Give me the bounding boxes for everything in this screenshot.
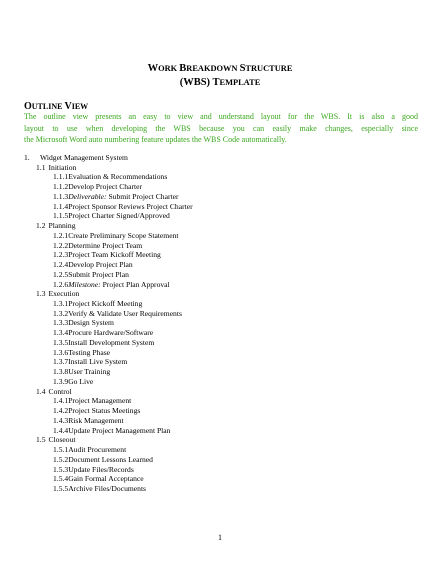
- outline-number: 1.2.5: [53, 269, 69, 279]
- outline-label: Verify & Validate User Requirements: [68, 308, 182, 318]
- outline-number: 1.2.6: [53, 279, 69, 289]
- outline-number: 1.3: [36, 289, 46, 299]
- outline-label: Procure Hardware/Software: [68, 328, 154, 338]
- title-smallcaps-reakdown: REAKDOWN: [186, 64, 240, 73]
- outline-task-item: [24, 172, 193, 182]
- outline-number: 1.1: [36, 162, 46, 172]
- outline-phase-item: [24, 387, 193, 397]
- outline-task-item: [24, 299, 193, 309]
- outline-label: Project Team Kickoff Meeting: [68, 250, 161, 260]
- outline-task-item: [24, 416, 193, 426]
- outline-label: Determine Project Team: [68, 240, 143, 250]
- outline-label: Design System: [68, 318, 114, 328]
- outline-task-item: [24, 318, 193, 328]
- outline-number: 1.1.5: [53, 211, 69, 221]
- outline-number: 1.4.3: [53, 415, 69, 425]
- outline-task-item: [24, 426, 193, 436]
- outline-task-item: [24, 202, 193, 212]
- outline-number: 1.4.2: [53, 406, 69, 416]
- heading-smallcaps-utline: UTLINE: [31, 102, 65, 111]
- intro-line: The outline view presents an easy to view and understand layout for the WBS. It is also a good: [24, 112, 418, 121]
- outline-number: 1.4.4: [53, 425, 69, 435]
- heading-smallcaps-iew: IEW: [71, 102, 89, 111]
- outline-label: User Training: [68, 367, 111, 377]
- outline-number: 1.5.5: [53, 483, 69, 493]
- outline-number: 1.3.8: [53, 367, 69, 377]
- outline-task-item: [24, 182, 193, 192]
- heading-initial-o: O: [24, 101, 32, 112]
- outline-label: Initiation: [48, 162, 77, 172]
- intro-line: layout to use when developing the WBS because you can easily make changes, especially since: [24, 123, 418, 133]
- outline-label: Go Live: [68, 376, 94, 386]
- outline-label: Update Files/Records: [68, 464, 134, 474]
- outline-number: 1.5.1: [53, 445, 69, 455]
- outline-number: 1.3.1: [53, 299, 69, 309]
- outline-task-item: [24, 260, 193, 270]
- outline-label: Execution: [48, 289, 80, 299]
- page-number: 1: [218, 533, 222, 542]
- outline-label: Develop Project Charter: [68, 182, 142, 192]
- outline-label: Update Project Management Plan: [68, 425, 171, 435]
- outline-root-item: [24, 153, 193, 163]
- outline-number: 1.4: [36, 386, 46, 396]
- intro-paragraph: [24, 111, 418, 146]
- outline-label: Widget Management System: [40, 153, 128, 162]
- outline-number: 1.4.1: [53, 396, 69, 406]
- intro-line: the Microsoft Word auto numbering feature updates the WBS Code automatically.: [24, 135, 287, 145]
- outline-tag: Deliverable:: [68, 191, 107, 201]
- outline-number: 1.3.5: [53, 337, 69, 347]
- outline-task-item: [24, 270, 193, 280]
- outline-number: 1.1.2: [53, 182, 69, 192]
- outline-number: 1.2.2: [53, 240, 69, 250]
- outline-label: Project Kickoff Meeting: [68, 299, 143, 309]
- outline-task-item: [24, 455, 193, 465]
- outline-label: Closeout: [48, 435, 76, 445]
- outline-task-item: [24, 231, 193, 241]
- outline-number: 1.1.4: [53, 201, 69, 211]
- outline-number: 1.2.4: [53, 260, 69, 270]
- outline-task-item: [24, 484, 193, 494]
- outline-number: 1.5.3: [53, 464, 69, 474]
- outline-label: Project Charter Signed/Approved: [68, 211, 170, 221]
- outline-number: 1.3.2: [53, 308, 69, 318]
- outline-label: Submit Project Charter: [106, 191, 179, 201]
- outline-task-item: [24, 192, 193, 202]
- outline-task-item: [24, 367, 193, 377]
- outline-number: 1.3.4: [53, 328, 69, 338]
- title-wbs: (WBS) T: [179, 77, 220, 88]
- outline-phase-item: [24, 435, 193, 445]
- outline-label: Archive Files/Documents: [68, 483, 147, 493]
- outline-phase-item: [24, 289, 193, 299]
- outline-task-item: [24, 406, 193, 416]
- title-initial-s: S: [239, 63, 246, 74]
- outline-label: Install Live System: [68, 357, 128, 367]
- outline-phase-item: [24, 221, 193, 231]
- outline-task-item: [24, 474, 193, 484]
- title-smallcaps-tructure: TRUCTURE: [245, 64, 293, 73]
- outline-task-item: [24, 211, 193, 221]
- outline-number: 1.5.4: [53, 474, 69, 484]
- outline-number: 1.2.3: [53, 250, 69, 260]
- outline-number: 1.1.1: [53, 172, 69, 182]
- outline-label: Project Management: [68, 396, 132, 406]
- outline-number: 1.2.1: [53, 230, 69, 240]
- outline-label: Project Sponsor Reviews Project Charter: [68, 201, 193, 211]
- outline-label: Evaluation & Recommendations: [68, 172, 168, 182]
- outline-label: Testing Phase: [68, 347, 111, 357]
- document-title: [0, 62, 440, 90]
- wbs-outline: [24, 153, 193, 494]
- outline-label: Project Plan Approval: [100, 279, 170, 289]
- outline-task-item: [24, 250, 193, 260]
- outline-task-item: [24, 445, 193, 455]
- outline-task-item: [24, 338, 193, 348]
- outline-label: Risk Management: [68, 415, 124, 425]
- outline-number: 1.3.6: [53, 347, 69, 357]
- outline-task-item: [24, 280, 193, 290]
- outline-label: Submit Project Plan: [68, 269, 129, 279]
- heading-initial-v: V: [64, 101, 72, 112]
- outline-task-item: [24, 309, 193, 319]
- outline-number: 1.3.3: [53, 318, 69, 328]
- outline-task-item: [24, 396, 193, 406]
- outline-task-item: [24, 377, 193, 387]
- outline-task-item: [24, 328, 193, 338]
- outline-label: Document Lessons Learned: [68, 454, 153, 464]
- outline-number: 1.3.9: [53, 376, 69, 386]
- outline-number: 1.5: [36, 435, 46, 445]
- title-line-2: [0, 76, 440, 90]
- title-smallcaps-emplate: EMPLATE: [219, 78, 261, 87]
- title-initial-b: B: [179, 63, 187, 74]
- outline-number: 1.1.3: [53, 191, 69, 201]
- outline-label: Control: [48, 386, 72, 396]
- title-line-1: [0, 62, 440, 76]
- outline-label: Create Preliminary Scope Statement: [68, 230, 179, 240]
- outline-label: Gain Formal Acceptance: [68, 474, 144, 484]
- outline-number: 1.2: [36, 221, 46, 231]
- title-initial-w: W: [147, 63, 159, 74]
- outline-task-item: [24, 465, 193, 475]
- outline-label: Audit Procurement: [68, 445, 127, 455]
- outline-label: Project Status Meetings: [68, 406, 141, 416]
- outline-phase-item: [24, 163, 193, 173]
- outline-number: 1.: [24, 153, 30, 162]
- outline-label: Planning: [48, 221, 76, 231]
- outline-label: Develop Project Plan: [68, 260, 133, 270]
- outline-number: 1.5.2: [53, 454, 69, 464]
- outline-task-item: [24, 357, 193, 367]
- outline-task-item: [24, 241, 193, 251]
- outline-tag: Milestone:: [68, 279, 101, 289]
- outline-label: Install Development System: [68, 337, 155, 347]
- title-smallcaps-ork: ORK: [158, 64, 180, 73]
- outline-task-item: [24, 348, 193, 358]
- outline-number: 1.3.7: [53, 357, 69, 367]
